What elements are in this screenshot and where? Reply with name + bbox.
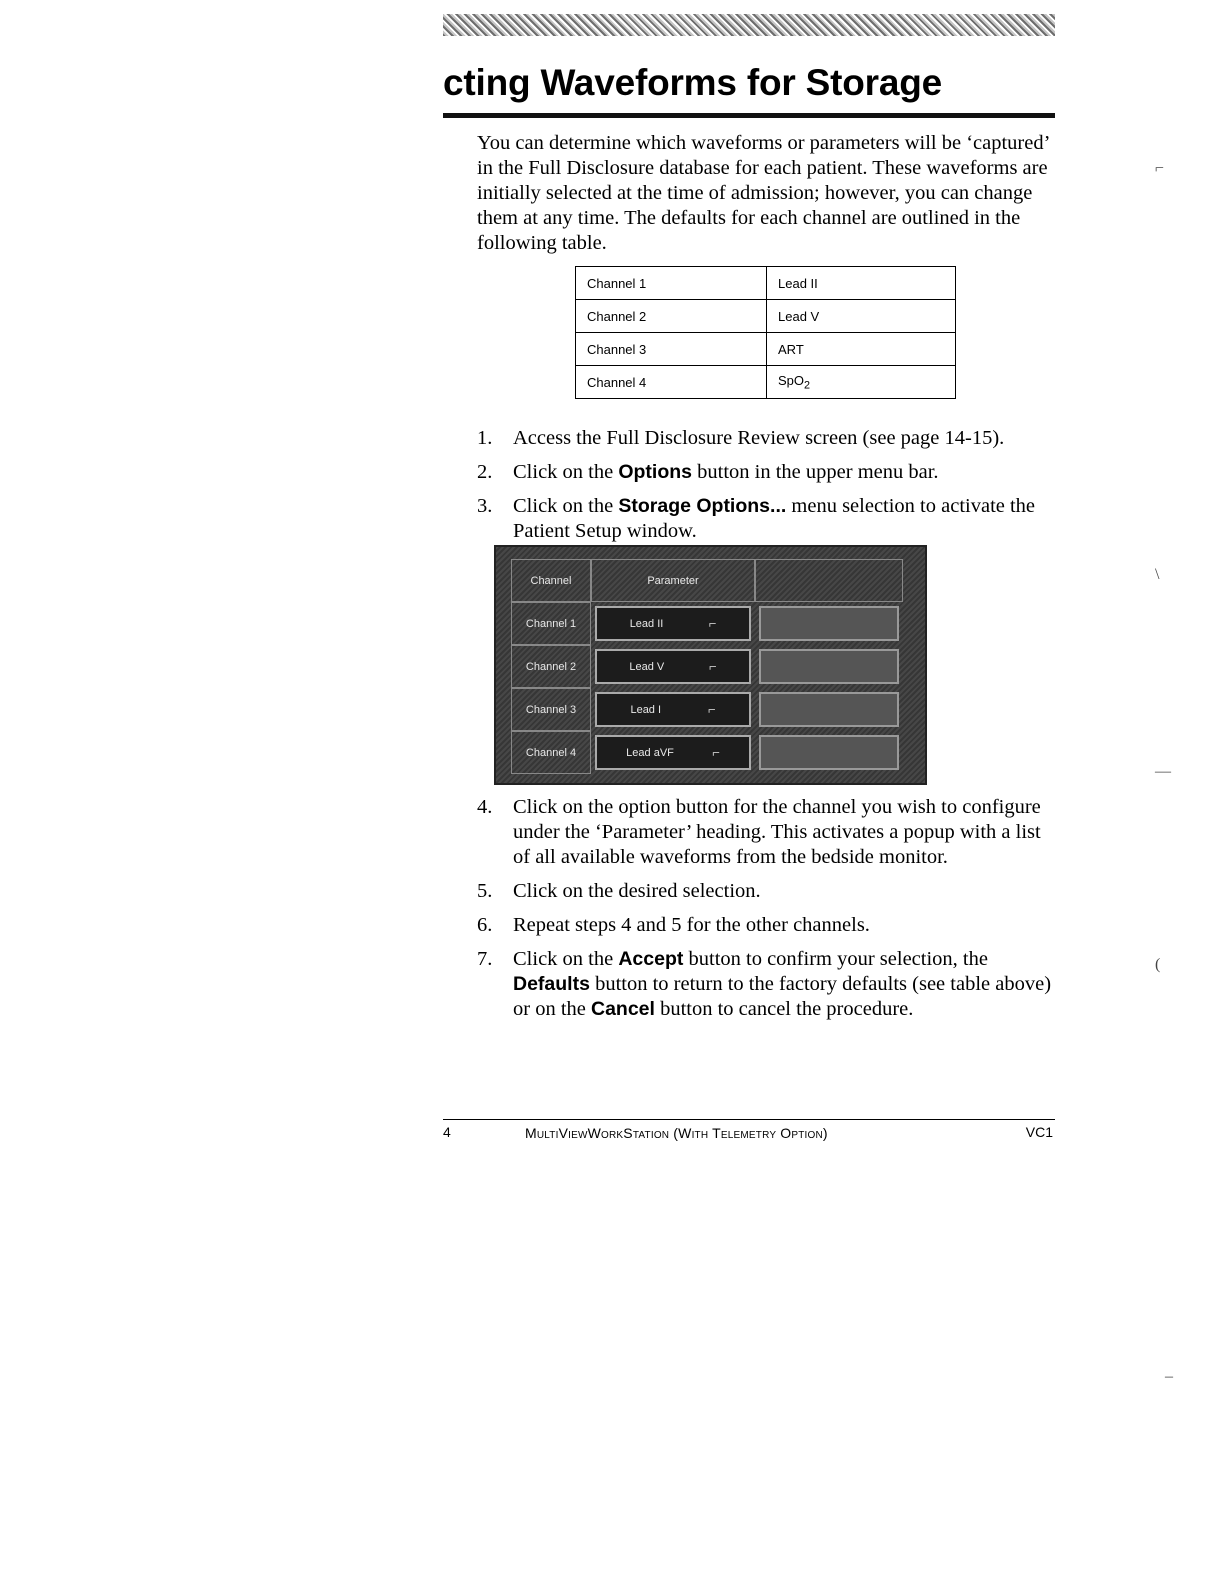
steps-list-2: [477, 795, 1057, 1031]
step-item: [477, 795, 1057, 870]
table-cell-value: Lead V: [767, 300, 956, 333]
parameter-value: Lead V: [629, 660, 665, 673]
row-channel-label: Channel 3: [511, 688, 591, 731]
step-item: [477, 879, 1057, 904]
step-text: Click on the: [513, 461, 619, 483]
patient-setup-grid: [511, 559, 903, 774]
secondary-option-button[interactable]: [759, 735, 899, 770]
step-text: button to confirm your selection, the: [683, 948, 988, 970]
table-row: [576, 366, 956, 399]
dropdown-arrow-icon: ⌐: [708, 616, 717, 631]
step-number: 6.: [477, 914, 493, 936]
step-number: 3.: [477, 495, 493, 517]
dropdown-arrow-icon: ⌐: [709, 659, 717, 674]
table-row: [576, 333, 956, 366]
step-text: button in the upper menu bar.: [692, 461, 939, 483]
steps-list-1: [477, 426, 1057, 553]
defaults-button-name: Defaults: [513, 973, 590, 995]
table-cell-value: Lead II: [767, 267, 956, 300]
page-footer: [443, 1124, 1055, 1144]
page-number: 4: [443, 1124, 451, 1140]
step-text: Click on the desired selection.: [513, 880, 761, 902]
table-cell-value: ART: [767, 333, 956, 366]
table-cell-channel: Channel 2: [576, 300, 767, 333]
header-texture-bar: [443, 14, 1055, 36]
parameter-option-button[interactable]: [595, 606, 751, 641]
step-text: Access the Full Disclosure Review screen (see page 14-15).: [513, 427, 1005, 449]
step-item: [477, 913, 1057, 938]
parameter-option-button[interactable]: [595, 649, 751, 684]
storage-options-menu-name: Storage Options...: [618, 495, 787, 517]
step-text: Repeat steps 4 and 5 for the other channels.: [513, 914, 870, 936]
parameter-value: Lead aVF: [626, 746, 674, 759]
step-text: button to cancel the procedure.: [654, 998, 914, 1020]
dropdown-arrow-icon: ⌐: [712, 745, 720, 760]
title-rule: [443, 113, 1055, 118]
spo2-subscript: 2: [804, 379, 811, 392]
row-channel-label: Channel 2: [511, 645, 591, 688]
parameter-option-button[interactable]: [595, 692, 751, 727]
accept-button-name: Accept: [618, 948, 684, 970]
step-item: [477, 947, 1057, 1022]
margin-mark: —: [1155, 763, 1171, 780]
step-number: 1.: [477, 427, 493, 449]
patient-setup-screenshot: [494, 545, 927, 785]
step-text: Click on the: [513, 948, 619, 970]
step-number: 4.: [477, 796, 493, 818]
table-cell-value: [767, 366, 956, 399]
book-title: MultiViewWorkStation (With Telemetry Option): [525, 1125, 828, 1141]
table-cell-channel: Channel 1: [576, 267, 767, 300]
step-text: Click on the: [513, 495, 619, 517]
step-text: button to return to the factory defaults (see table above) or on the: [513, 973, 1052, 1020]
footer-rule: [443, 1119, 1055, 1120]
dropdown-arrow-icon: ⌐: [707, 702, 716, 717]
page-title: cting Waveforms for Storage: [443, 62, 942, 103]
step-item: [477, 460, 1057, 485]
step-number: 2.: [477, 461, 493, 483]
table-row: [576, 267, 956, 300]
secondary-option-button[interactable]: [759, 606, 899, 641]
step-number: 5.: [477, 880, 493, 902]
row-channel-label: Channel 1: [511, 602, 591, 645]
secondary-option-button[interactable]: [759, 692, 899, 727]
intro-paragraph: You can determine which waveforms or parameters will be ‘captured’ in the Full Disclosure database for each patient. These waveforms are initially selected at the time of admission; however, you can change them at any time. The defaults for each channel are outlined in the following table.: [477, 132, 1049, 254]
parameter-option-button[interactable]: [595, 735, 751, 770]
parameter-value: Lead I: [630, 703, 662, 716]
options-button-name: Options: [618, 461, 693, 483]
spo2-label: SpO: [778, 372, 805, 388]
header-blank: [755, 559, 903, 602]
defaults-table: [575, 266, 956, 399]
step-text: Click on the option button for the channel you wish to configure under the ‘Parameter’ heading. This activates a popup with a list of all available waveforms from the bedside monitor.: [513, 796, 1041, 868]
margin-mark: –: [1165, 1368, 1173, 1385]
step-item: [477, 494, 1057, 544]
table-cell-channel: Channel 4: [576, 366, 767, 399]
margin-mark: \: [1155, 566, 1160, 583]
margin-mark: ⌐: [1155, 160, 1165, 177]
header-channel: Channel: [511, 559, 591, 602]
table-row: [576, 300, 956, 333]
header-parameter: Parameter: [591, 559, 755, 602]
document-code: VC1: [1025, 1124, 1053, 1140]
secondary-option-button[interactable]: [759, 649, 899, 684]
margin-mark: (: [1155, 956, 1161, 973]
parameter-value: Lead II: [629, 617, 664, 630]
step-item: [477, 426, 1057, 451]
step-number: 7.: [477, 948, 493, 970]
cancel-button-name: Cancel: [591, 998, 655, 1020]
table-cell-channel: Channel 3: [576, 333, 767, 366]
row-channel-label: Channel 4: [511, 731, 591, 774]
step-text: menu selection to activate the Patient Setup window.: [513, 495, 1036, 542]
